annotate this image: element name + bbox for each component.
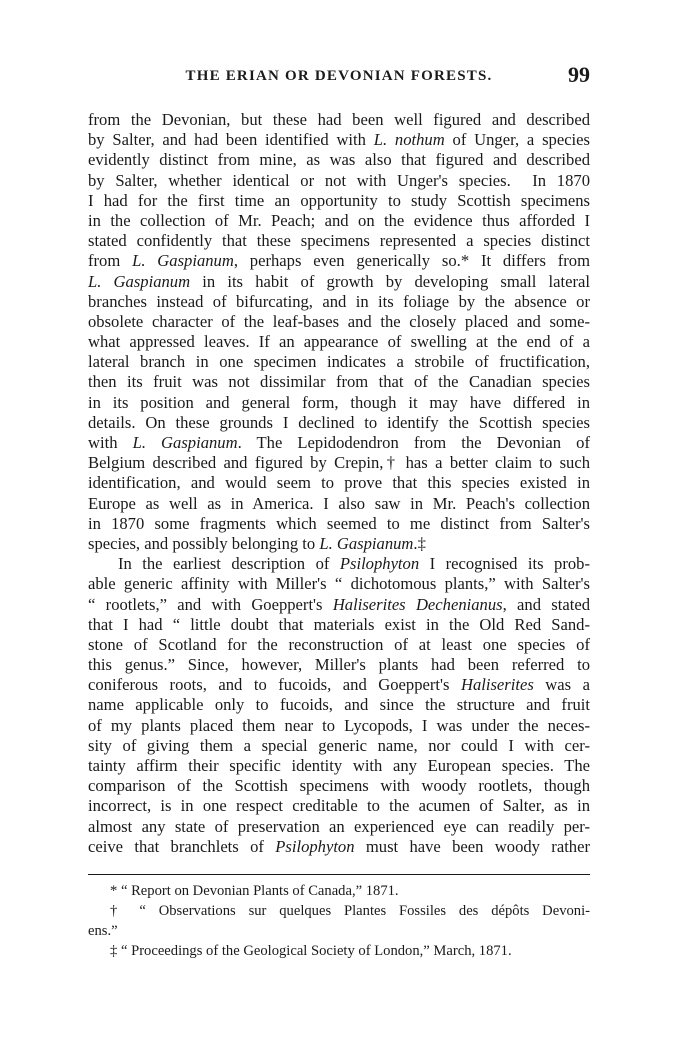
- footnote-line: ‡ “ Proceedings of the Geological Society of London,” March, 1871.: [110, 943, 512, 959]
- text-line: species, and possibly belonging to L. Gaspianum.‡: [88, 533, 426, 553]
- text-line: sity of giving them a special generic name, nor could I with cer-: [88, 735, 590, 755]
- text-line: then its fruit was not dissimilar from that of the Canadian species: [88, 372, 590, 392]
- text-line: what appressed leaves. If an appearance of swelling at the end of a: [88, 332, 590, 352]
- text-line: able generic affinity with Miller's “ dichotomous plants,” with Salter's: [88, 574, 590, 594]
- text-line: L. Gaspianum in its habit of growth by developing small lateral: [88, 271, 590, 291]
- text-line: incorrect, is in one respect creditable to the acumen of Salter, as in: [88, 796, 590, 816]
- text-line: this genus.” Since, however, Miller's plants had been referred to: [88, 655, 590, 675]
- footnotes: [88, 881, 590, 961]
- text-line: in the collection of Mr. Peach; and on the evidence thus afforded I: [88, 210, 590, 230]
- body-text: [88, 110, 590, 857]
- text-line: from the Devonian, but these had been well figured and described: [88, 110, 590, 129]
- footnote-line: * “ Report on Devonian Plants of Canada,” 1871.: [110, 883, 399, 899]
- text-line: I had for the first time an opportunity to study Scottish specimens: [88, 190, 590, 210]
- text-line: with L. Gaspianum. The Lepidodendron from the Devonian of: [88, 433, 590, 452]
- page-header: [88, 62, 590, 102]
- footnote-line: † “ Observations sur quelques Plantes Fossiles des dépôts Devoni-: [110, 903, 590, 919]
- text-line: stated confidently that these specimens represented a species distinct: [88, 231, 590, 251]
- text-line: in 1870 some fragments which seemed to me distinct from Salter's: [88, 513, 590, 533]
- footnote-line: ens.”: [88, 923, 118, 939]
- text-line: in its position and general form, though it may have differed in: [88, 392, 590, 412]
- text-line: of my plants placed them near to Lycopods, I was under the neces-: [88, 715, 590, 735]
- text-line: “ rootlets,” and with Goeppert's Haliserites Dechenianus, and stated: [88, 594, 590, 614]
- text-line: almost any state of preservation an experienced eye can readily per-: [88, 816, 590, 836]
- text-line: that I had “ little doubt that materials exist in the Old Red Sand-: [88, 614, 590, 634]
- text-line: Belgium described and figured by Crepin,† has a better claim to such: [88, 453, 590, 473]
- text-line: obsolete character of the leaf-bases and the closely placed and some-: [88, 311, 590, 331]
- text-line: details. On these grounds I declined to identify the Scottish species: [88, 412, 590, 432]
- text-line: stone of Scotland for the reconstruction of at least one species of: [88, 634, 590, 654]
- footnote-divider: [88, 874, 590, 875]
- text-line: comparison of the Scottish specimens with woody rootlets, though: [88, 776, 590, 796]
- running-title: THE ERIAN OR DEVONIAN FORESTS.: [185, 68, 493, 84]
- text-line: ceive that branchlets of Psilophyton must have been woody rather: [88, 836, 590, 856]
- text-line: name applicable only to fucoids, and since the structure and fruit: [88, 695, 590, 715]
- text-line: tainty affirm their specific identity with any European species. The: [88, 756, 590, 775]
- text-line: by Salter, and had been identified with L. nothum of Unger, a species: [88, 130, 590, 150]
- page-number: 99: [568, 62, 590, 87]
- text-line: identification, and would seem to prove that this species existed in: [88, 473, 590, 493]
- text-line: lateral branch in one specimen indicates a strobile of fructification,: [88, 352, 590, 372]
- text-line: In the earliest description of Psilophyton I recognised its prob-: [118, 554, 590, 574]
- text-line: by Salter, whether identical or not with Unger's species. In 1870: [88, 170, 590, 190]
- text-line: branches instead of bifurcating, and in its foliage by the absence or: [88, 291, 590, 311]
- text-line: from L. Gaspianum, perhaps even generically so.* It differs from: [88, 251, 591, 271]
- text-line: Europe as well as in America. I also saw in Mr. Peach's collection: [88, 493, 590, 513]
- text-line: coniferous roots, and to fucoids, and Goeppert's Haliserites was a: [88, 675, 590, 695]
- text-line: evidently distinct from mine, as was also that figured and described: [88, 150, 590, 170]
